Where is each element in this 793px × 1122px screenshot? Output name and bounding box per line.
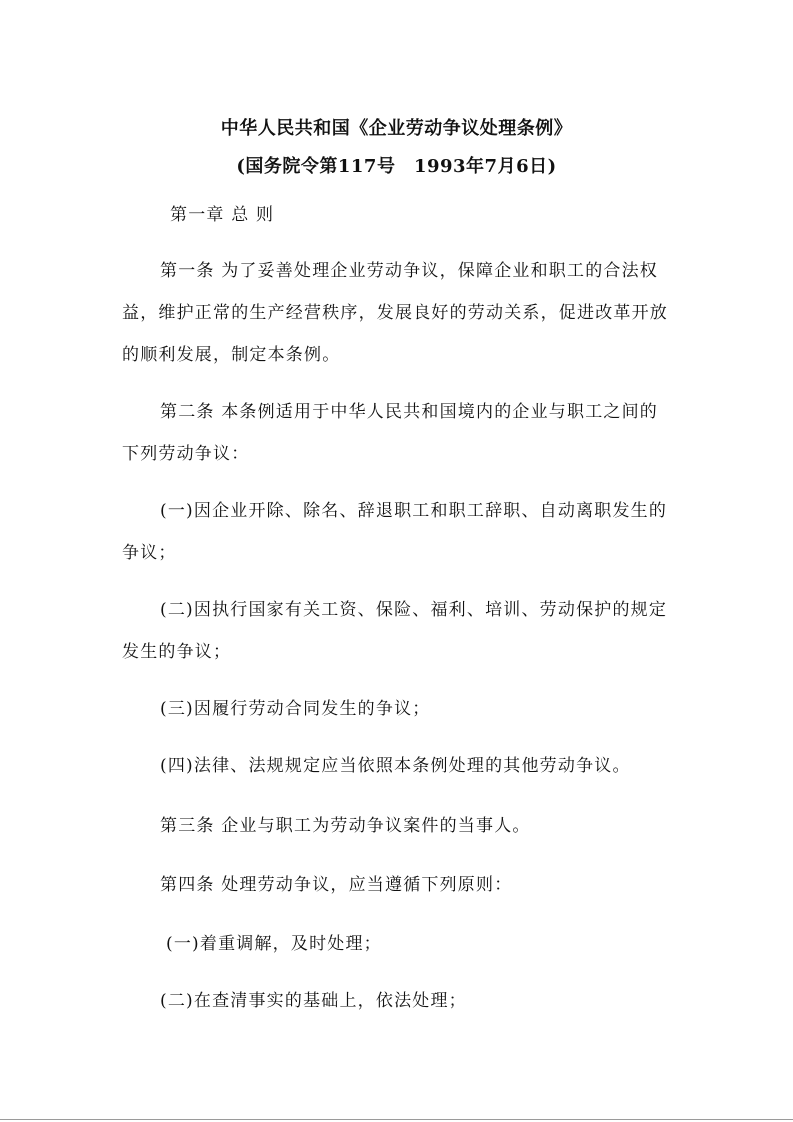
paragraph-line: (一)因企业开除、除名、辞退职工和职工辞职、自动离职发生的 xyxy=(160,501,668,521)
document-subtitle: (国务院令第117号 1993年7月6日) xyxy=(236,156,557,177)
article-2-item-4: (四)法律、法规规定应当依照本条例处理的其他劳动争议。 xyxy=(160,756,631,776)
article-2-item-3: (三)因履行劳动合同发生的争议； xyxy=(160,699,431,719)
paragraph-line: 的顺利发展，制定本条例。 xyxy=(122,345,341,365)
page-bottom-border xyxy=(0,1119,793,1120)
paragraph-line: 第一条 为了妥善处理企业劳动争议，保障企业和职工的合法权 xyxy=(160,261,659,281)
paragraph-line: 益，维护正常的生产经营秩序，发展良好的劳动关系，促进改革开放 xyxy=(122,303,668,323)
paragraph-line: 发生的争议； xyxy=(122,642,232,662)
paragraph-line: 下列劳动争议： xyxy=(122,444,250,464)
article-4-item-2: (二)在查清事实的基础上，依法处理； xyxy=(160,991,467,1011)
article-4-item-1: (一)着重调解，及时处理； xyxy=(166,934,382,954)
paragraph-line: 第二条 本条例适用于中华人民共和国境内的企业与职工之间的 xyxy=(160,402,659,422)
article-3: 第三条 企业与职工为劳动争议案件的当事人。 xyxy=(160,816,531,836)
document-title: 中华人民共和国《企业劳动争议处理条例》 xyxy=(220,118,573,139)
paragraph-line: 争议； xyxy=(122,543,177,563)
chapter-heading: 第一章 总 则 xyxy=(170,205,275,225)
article-4: 第四条 处理劳动争议，应当遵循下列原则： xyxy=(160,875,513,895)
paragraph-line: (二)因执行国家有关工资、保险、福利、培训、劳动保护的规定 xyxy=(160,600,668,620)
